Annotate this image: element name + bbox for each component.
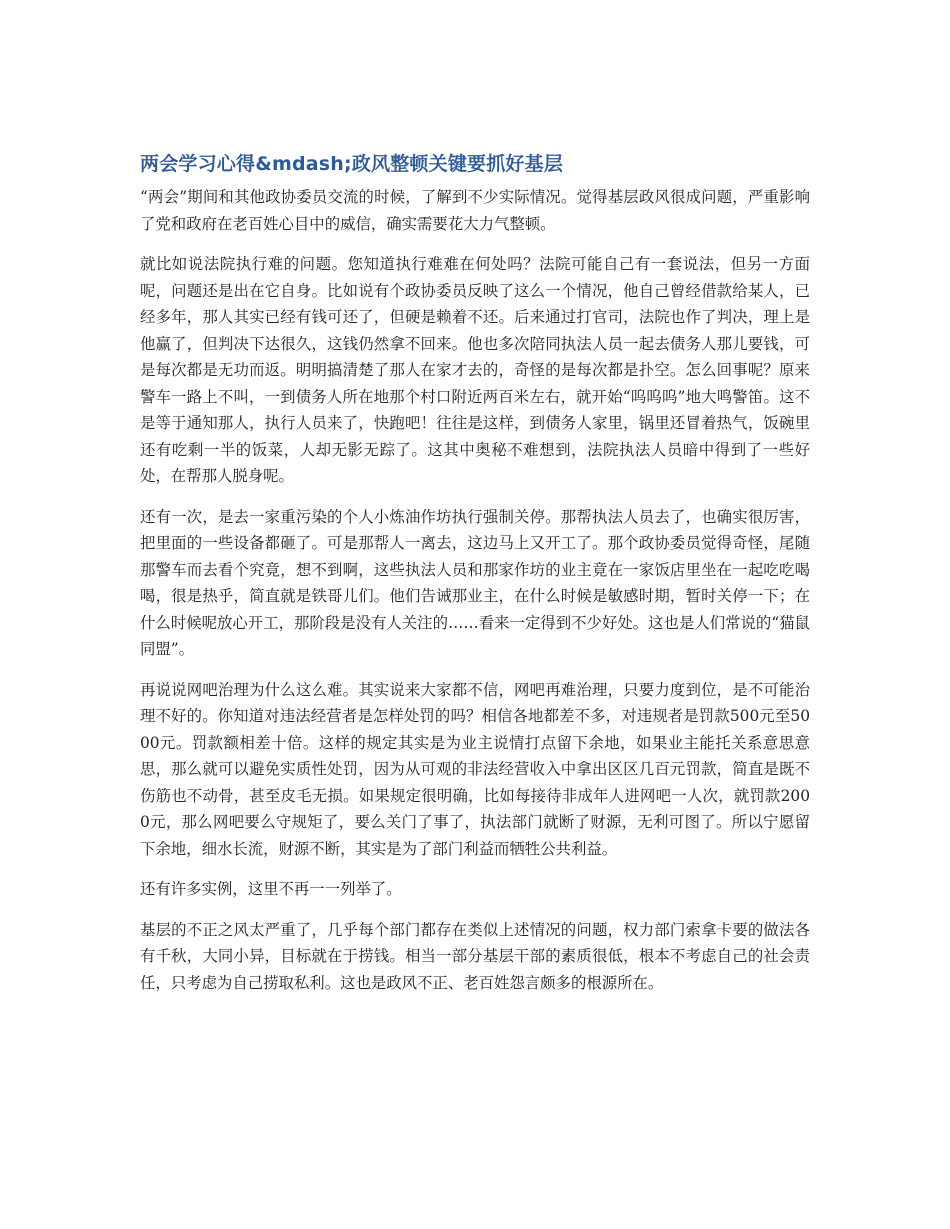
paragraph-4: 再说说网吧治理为什么这么难。其实说来大家都不信，网吧再难治理，只要力度到位，是不可能治理不好的。你知道对违法经营者是怎样处罚的吗？相信各地都差不多，对违规者是罚款500元至5000元。罚款额相差十倍。这样的规定其实是为业主说情打点留下余地，如果业主能托关系意思意思，那么就可以避免实质性处罚，因为从可观的非法经营收入中拿出区区几百元罚款，简直是既不伤筋也不动骨，甚至皮毛无损。如果规定很明确，比如每接待非成年人进网吧一人次，就罚款2000元，那么网吧要么守规矩了，要么关门了事了，执法部门就断了财源，无利可图了。所以宁愿留下余地，细水长流，财源不断，其实是为了部门利益而牺牲公共利益。 [140,680,810,858]
paragraph-2: 就比如说法院执行难的问题。您知道执行难难在何处吗？法院可能自己有一套说法，但另一方面呢，问题还是出在它自身。比如说有个政协委员反映了这么一个情况，他自己曾经借款给某人，已经多年，那人其实已经有钱可还了，但硬是赖着不还。后来通过打官司，法院也作了判决，理上是他赢了，但判决下达很久，这钱仍然拿不回来。他也多次陪同执法人员一起去债务人那儿要钱，可是每次都是无功而返。明明搞清楚了那人在家才去的，奇怪的是每次都是扑空。怎么回事呢？原来警车一路上不叫，一到债务人所在地那个村口附近两百米左右，就开始“呜呜呜”地大鸣警笛。这不是等于通知那人，执行人员来了，快跑吧！往往是这样，到债务人家里，锅里还冒着热气，饭碗里还有吃剩一半的饭菜，人却无影无踪了。这其中奥秘不难想到，法院执法人员暗中得到了一些好处，在帮那人脱身呢。 [140,255,810,485]
paragraph-6: 基层的不正之风太严重了，几乎每个部门都存在类似上述情况的问题，权力部门索拿卡要的做法各有千秋，大同小异，目标就在于捞钱。相当一部分基层干部的素质很低，根本不考虑自己的社会责任，只考虑为自己捞取私利。这也是政风不正、老百姓怨言颇多的根源所在。 [140,920,810,992]
paragraph-1: “两会”期间和其他政协委员交流的时候，了解到不少实际情况。觉得基层政风很成问题，严重影响了党和政府在老百姓心目中的威信，确实需要花大力气整顿。 [140,188,810,233]
paragraph-5: 还有许多实例，这里不再一一列举了。 [140,880,402,898]
paragraph-3: 还有一次，是去一家重污染的个人小炼油作坊执行强制关停。那帮执法人员去了，也确实很厉害，把里面的一些设备都砸了。可是那帮人一离去，这边马上又开工了。那个政协委员觉得奇怪，尾随那警车而去看个究竟，想不到啊，这些执法人员和那家作坊的业主竟在一家饭店里坐在一起吃吃喝喝，很是热乎，简直就是铁哥儿们。他们告诫那业主，在什么时候是敏感时期，暂时关停一下；在什么时候呢放心开工，那阶段是没有人关注的……看来一定得到不少好处。这也是人们常说的“猫鼠同盟”。 [140,507,810,658]
document-page [140,150,810,1010]
document-title: 两会学习心得&mdash;政风整顿关键要抓好基层 [140,153,564,175]
